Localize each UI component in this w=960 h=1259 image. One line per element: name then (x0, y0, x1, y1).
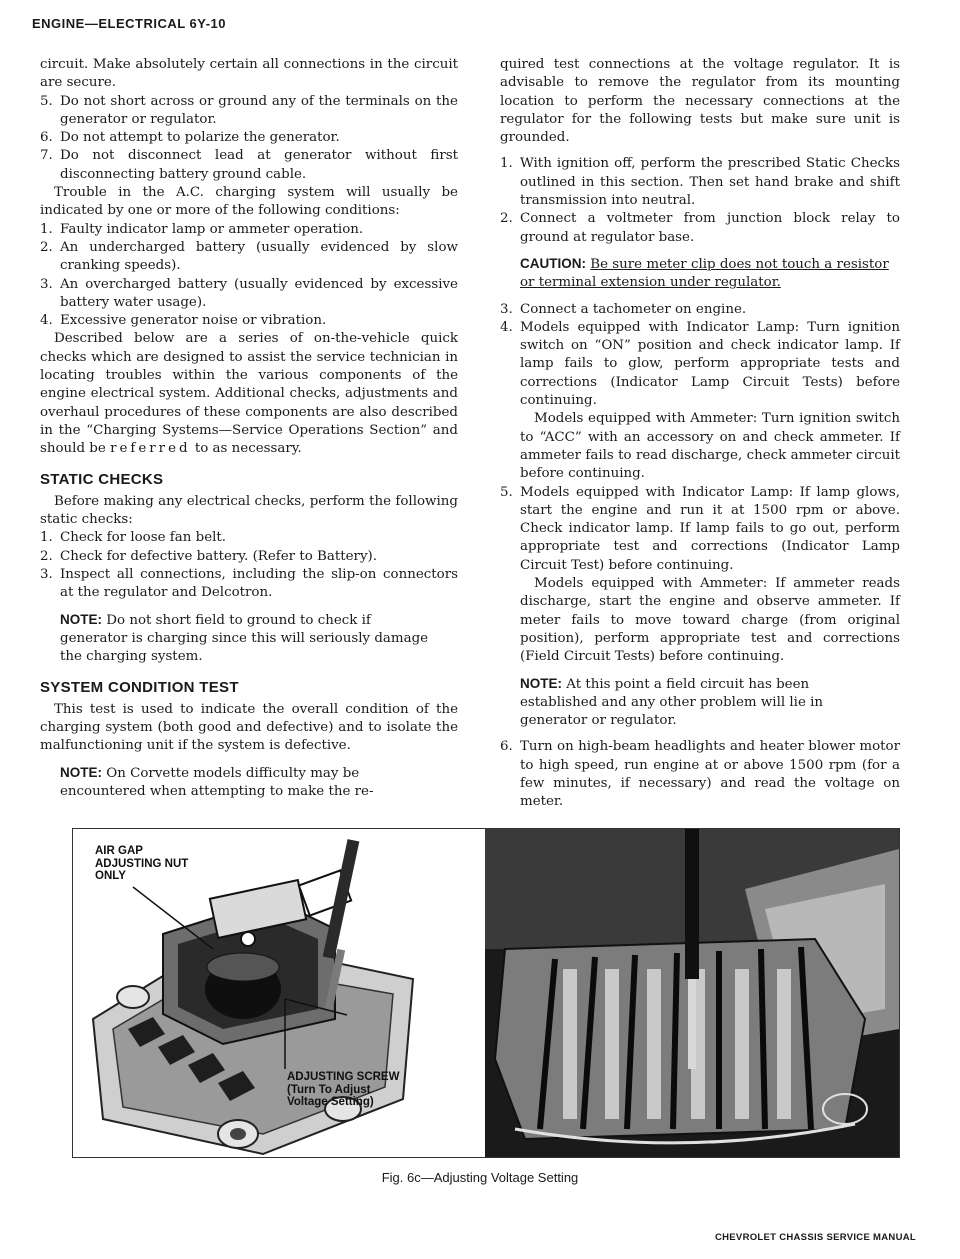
list-item: 1. Faulty indicator lamp or ammeter operation. (40, 221, 364, 237)
list-item: 2. Connect a voltmeter from junction block relay to ground at regulator base. (500, 211, 900, 245)
static-checks-title: STATIC CHECKS (40, 470, 164, 488)
test-steps-list-continued (500, 301, 900, 667)
note-corvette: NOTE: On Corvette models difficulty may be encountered when attempting to make the re- (60, 764, 374, 799)
callout-air-gap: AIR GAP ADJUSTING NUT ONLY (95, 845, 189, 882)
left-column (40, 56, 458, 809)
static-checks-list (40, 529, 458, 602)
list-item: 5. Do not short across or ground any of the terminals on the generator or regulator. (40, 93, 458, 127)
list-item: 6. Do not attempt to polarize the generator. (40, 130, 340, 146)
list-item: 3. Inspect all connections, including the slip-on connectors at the regulator and Delcotron. (40, 567, 458, 601)
list-item: 4. Models equipped with Indicator Lamp: Turn ignition switch on “ON” position and check indicator lamp. If lamp fails to glow, perform appropriate tests and corrections (Indicator Lamp Circuit Tests) before continuing. Models equipped with Ammeter: Turn ignition switch to “ACC” with an accessory on and check ammeter. If ammeter fails to read discharge, check ammeter circuit before continuing. (500, 319, 900, 484)
list-item: 7. Do not disconnect lead at generator without first disconnecting battery ground cable. (40, 148, 458, 182)
system-condition-title: SYSTEM CONDITION TEST (40, 678, 239, 696)
continued-paragraph: quired test connections at the voltage regulator. It is advisable to remove the regulator from its mounting location to perform the necessary connections at the regulator for the following tests but make sure unit is grounded. (500, 57, 900, 146)
note-field-circuit: NOTE: At this point a field circuit has been established and any other problem will lie in generator or regulator. (520, 675, 824, 729)
test-steps-list (500, 155, 900, 246)
page-footer: CHEVROLET CHASSIS SERVICE MANUAL (714, 1232, 916, 1243)
list-item: 3. An overcharged battery (usually evidenced by excessive battery water usage). (40, 276, 458, 310)
list-item: 5. Models equipped with Indicator Lamp: If lamp glows, start the engine and run it at 1500 rpm or above. Check indicator lamp. If lamp fails to go out, perform appropriate test and corrections (Indicator Lamp Circuit Test) before continuing. Models equipped with Ammeter: If ammeter reads discharge, start the engine and observe ammeter. If meter fails to move toward charge (from original position), perform appropriate test and corrections (Field Circuit Tests) before continuing. (500, 484, 900, 667)
regulator-cover-photo (485, 829, 899, 1157)
list-item: 4. Excessive generator noise or vibration. (40, 313, 327, 329)
list-item: 1. Check for loose fan belt. (40, 530, 227, 546)
list-item: 1. With ignition off, perform the prescribed Static Checks outlined in this section. Then set hand brake and shift transmission into neutral. (500, 156, 900, 209)
system-paragraph: This test is used to indicate the overall condition of the charging system (both good and defective) and to isolate the malfunctioning unit if the system is defective. (40, 701, 458, 754)
callout-adjusting-screw: ADJUSTING SCREW (Turn To Adjust Voltage Setting) (287, 1071, 400, 1108)
test-steps-list-final (500, 738, 900, 811)
list-subparagraph: Models equipped with Ammeter: If ammeter reads discharge, start the engine and observe ammeter. If meter fails to move toward charge (from original position), perform appropriate test and corrections (Field Circuit Tests) before continuing. (520, 576, 900, 665)
static-paragraph: Before making any electrical checks, perform the following static checks: (40, 493, 458, 528)
list-item: 6. Turn on high-beam headlights and heater blower motor to high speed, run engine at or above 1500 rpm (for a few minutes, if necessary) and read the voltage on meter. (500, 739, 900, 810)
caution-box: CAUTION: Be sure meter clip does not touch a resistor or terminal extension under regulator. (520, 255, 889, 291)
right-column (500, 56, 900, 812)
conditions-list (40, 221, 458, 331)
note-short-field: NOTE: Do not short field to ground to check if generator is charging since this will seriously damage the charging system. (60, 611, 429, 665)
precaution-list (40, 93, 458, 184)
regulator-cover-illustration (485, 829, 899, 1157)
list-subparagraph: Models equipped with Ammeter: Turn ignition switch to “ACC” with an accessory on and check ammeter. If ammeter fails to read discharge, check ammeter circuit before continuing. (520, 411, 900, 482)
page-header: ENGINE—ELECTRICAL 6Y-10 (32, 16, 227, 31)
list-item: 2. An undercharged battery (usually evidenced by slow cranking speeds). (40, 239, 458, 274)
described-paragraph: Described below are a series of on-the-vehicle quick checks which are designed to assist the service technician in locating troubles within the various components of the engine electrical system. Additional checks, adjustments and overhaul procedures of these components are also described in the “Charging Systems—Service Operations Section” and should be referred to as necessary. (40, 331, 458, 457)
figure-6c (72, 828, 900, 1158)
trouble-paragraph: Trouble in the A.C. charging system will usually be indicated by one or more of the following conditions: (40, 185, 458, 219)
intro-paragraph: circuit. Make absolutely certain all connections in the circuit are secure. (40, 57, 458, 91)
figure-caption: Fig. 6c—Adjusting Voltage Setting (381, 1170, 579, 1185)
list-item: 2. Check for defective battery. (Refer to Battery). (40, 548, 377, 564)
list-item: 3. Connect a tachometer on engine. (500, 301, 747, 317)
regulator-photo (73, 829, 483, 1157)
